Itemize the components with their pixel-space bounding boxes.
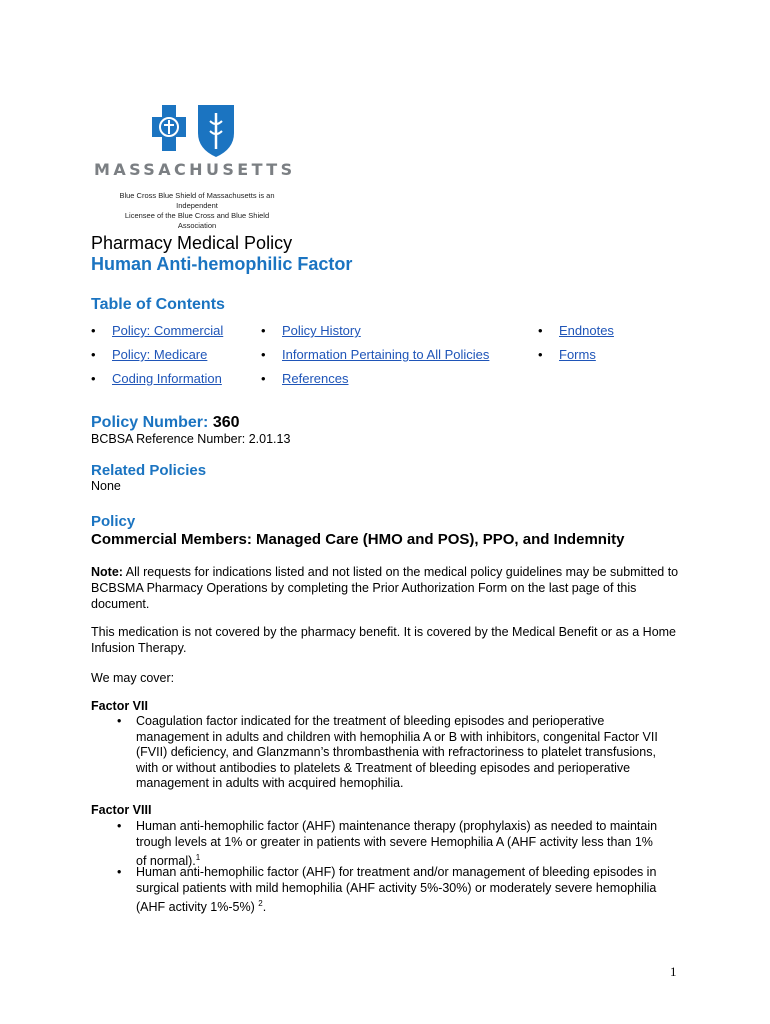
factor-viii-heading: Factor VIII [91, 803, 152, 817]
toc-link-coding-information[interactable]: Coding Information [112, 371, 222, 386]
policy-number-value: 360 [212, 414, 240, 431]
related-policies-heading: Related Policies [91, 462, 207, 479]
note-text: All requests for indications listed and not listed on the medical policy guidelines may be submitted to BCBSMA Pharmacy Operations by completing the Prior Authorization Form on the last page of this document. [91, 565, 679, 611]
note-label: Note: [91, 565, 123, 579]
factor-viii-item-2-text: Human anti-hemophilic factor (AHF) for treatment and/or management of bleeding episodes in surgical patients with mild hemophilia (AHF activity 5%-30%) or moderately severe hemophilia (AHF activity 1%-5%) [136, 865, 657, 915]
bullet-icon: • [91, 323, 96, 338]
factor-viii-item-2 [136, 865, 664, 916]
logo-tagline [107, 191, 287, 231]
cross-shield-icon [150, 105, 300, 160]
related-policies-value: None [91, 479, 121, 493]
bullet-icon: • [117, 819, 122, 833]
toc-link-information-all-policies[interactable]: Information Pertaining to All Policies [282, 347, 490, 362]
policy-number [91, 414, 240, 432]
endnote-ref-1[interactable]: 1 [195, 853, 201, 862]
document-title: Pharmacy Medical Policy [91, 233, 293, 253]
toc-link-policy-medicare[interactable]: Policy: Medicare [112, 347, 208, 362]
toc-link-policy-commercial[interactable]: Policy: Commercial [112, 323, 224, 338]
note-paragraph [91, 564, 681, 612]
toc-link-forms[interactable]: Forms [559, 347, 596, 362]
bcbsa-reference: BCBSA Reference Number: 2.01.13 [91, 432, 291, 446]
factor-viii-item-2-end: . [262, 900, 267, 915]
bullet-icon: • [117, 865, 122, 879]
toc-heading: Table of Contents [91, 296, 225, 313]
endnote-ref-2[interactable]: 2 [258, 899, 263, 908]
logo-wordmark: MASSACHUSETTS [94, 160, 296, 179]
factor-viii-item-1 [136, 819, 664, 870]
toc-link-endnotes[interactable]: Endnotes [559, 323, 614, 338]
toc-link-policy-history[interactable]: Policy History [282, 323, 361, 338]
toc-link-references[interactable]: References [282, 371, 349, 386]
document-subtitle: Human Anti-hemophilic Factor [91, 254, 353, 274]
factor-vii-item: Coagulation factor indicated for the treatment of bleeding episodes and perioperative management in adults and children with hemophilia A or B with inhibitors, congenital Factor VII (FVII) deficiency, and Glanzmann’s thrombasthenia with refractoriness to platelet transfusions, with or without antibodies to platelets & Treatment of bleeding episodes and perioperative management in adults with acquired hemophilia. [136, 714, 658, 790]
bullet-icon: • [538, 323, 543, 338]
we-may-cover: We may cover: [91, 671, 175, 685]
policy-heading: Policy [91, 513, 136, 530]
bullet-icon: • [538, 347, 543, 362]
bullet-icon: • [91, 371, 96, 386]
factor-vii-heading: Factor VII [91, 699, 148, 713]
bullet-icon: • [261, 347, 266, 362]
policy-number-label: Policy Number: [91, 414, 209, 431]
bullet-icon: • [91, 347, 96, 362]
bullet-icon: • [261, 371, 266, 386]
page-number: 1 [670, 964, 677, 979]
bullet-icon: • [261, 323, 266, 338]
policy-subheading: Commercial Members: Managed Care (HMO and POS), PPO, and Indemnity [91, 531, 625, 548]
logo-tagline-line1: Blue Cross Blue Shield of Massachusetts is an Independent [119, 191, 275, 210]
bullet-icon: • [117, 714, 122, 728]
coverage-paragraph: This medication is not covered by the pharmacy benefit. It is covered by the Medical Benefit or as a Home Infusion Therapy. [91, 625, 677, 655]
factor-viii-item-1-text: Human anti-hemophilic factor (AHF) maintenance therapy (prophylaxis) as needed to maintain trough levels at 1% or greater in patients with severe Hemophilia A (AHF activity less than 1% of normal). [136, 819, 658, 869]
logo-tagline-line2: Licensee of the Blue Cross and Blue Shield Association [124, 211, 270, 230]
